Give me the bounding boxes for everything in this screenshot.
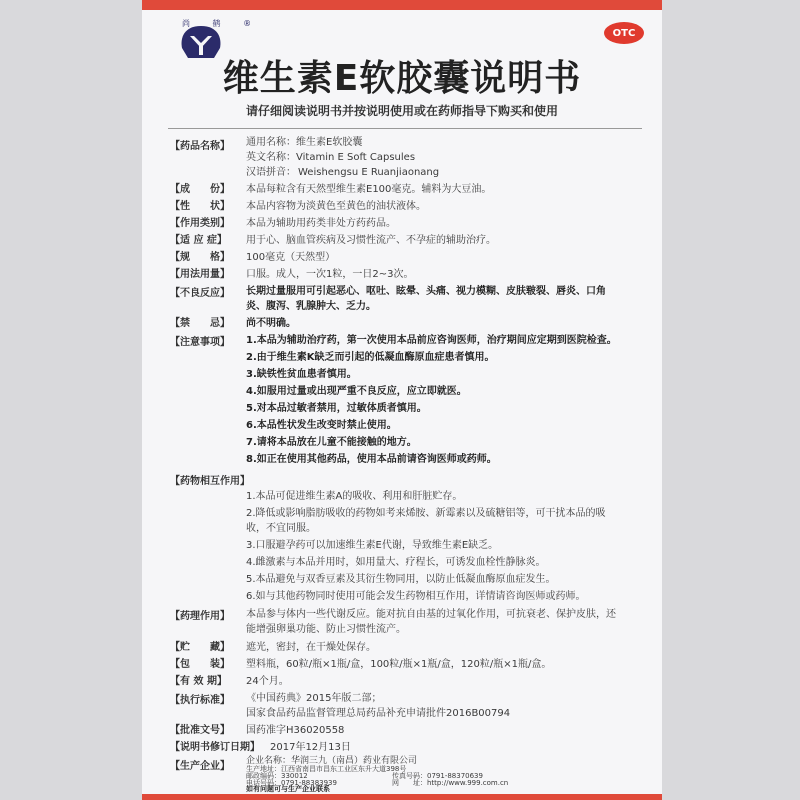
section-label-manufacturer: 【生产企业】 (170, 761, 230, 772)
otc-badge: OTC (604, 22, 644, 44)
pharmacology-line-2: 能增强卵巢功能、防止习惯性流产。 (246, 624, 406, 635)
interaction-line: 4.雌激素与本品并用时，如用量大、疗程长，可诱发血栓性静脉炎。 (246, 557, 546, 568)
section-label-name: 【药品名称】 (170, 141, 230, 152)
precaution-item: 1.本品为辅助治疗药，第一次使用本品前应咨询医师，治疗期间应定期到医院检查。 (246, 335, 617, 346)
brand-logo-text: 尚 鹤 ® (182, 19, 262, 28)
pharmacology-line-1: 本品参与体内一些代谢反应。能对抗自由基的过氧化作用，可抗衰老、保护皮肤，还 (246, 609, 616, 620)
section-label-standard: 【执行标准】 (170, 695, 230, 706)
precaution-item: 6.本品性状发生改变时禁止使用。 (246, 420, 397, 431)
section-label: 【规 格】 (170, 252, 230, 263)
precaution-item: 5.对本品过敏者禁用，过敏体质者慎用。 (246, 403, 427, 414)
common-name: 通用名称：维生素E软胶囊 (246, 137, 363, 148)
section-text: 本品内容物为淡黄色至黄色的油状液体。 (246, 201, 426, 212)
document-title: 维生素E软胶囊说明书 (222, 58, 582, 99)
section-text: 遮光，密封，在干燥处保存。 (246, 642, 376, 653)
section-validity (170, 674, 289, 689)
section-revision (170, 740, 351, 755)
interaction-line: 1.本品可促进维生素A的吸收、利用和肝脏贮存。 (246, 491, 463, 502)
section-label: 【作用类别】 (170, 218, 230, 229)
manufacturer-line: 电话号码：0791-88383939 (246, 779, 337, 787)
interaction-line: 5.本品避免与双香豆素及其衍生物同用，以防止低凝血酶原血症发生。 (246, 574, 556, 585)
section-text: 口服。成人，一次1粒，一日2~3次。 (246, 269, 414, 280)
section-storage (170, 640, 376, 655)
manufacturer-line: 生产地址：江西省南昌市昌东工业区东升大道398号 (246, 765, 407, 773)
section-label: 【禁 忌】 (170, 318, 230, 329)
precaution-item: 4.如服用过量或出现严重不良反应，应立即就医。 (246, 386, 467, 397)
section-label: 【批准文号】 (170, 725, 230, 736)
section-approval (170, 723, 344, 738)
section-text: 塑料瓶，60粒/瓶×1瓶/盒，100粒/瓶×1瓶/盒，120粒/瓶×1瓶/盒。 (246, 659, 552, 670)
manufacturer-line: 邮政编码：330012 (246, 772, 308, 780)
leaflet-paper (142, 0, 662, 800)
manufacturer-line: 网 址：http://www.999.com.cn (392, 779, 509, 787)
section-properties (170, 199, 426, 214)
english-name: 英文名称：Vitamin E Soft Capsules (246, 152, 416, 163)
section-ingredients (170, 182, 491, 197)
standard-line-2: 国家食品药品监督管理总局药品补充申请批件2016B00794 (246, 708, 511, 719)
section-text: 本品每粒含有天然型维生素E100毫克。辅料为大豆油。 (246, 184, 492, 195)
precaution-item: 8.如正在使用其他药品，使用本品前请咨询医师或药师。 (246, 454, 497, 465)
pinyin-label: 汉语拼音： (246, 167, 296, 178)
section-contra (170, 316, 296, 331)
pinyin-name: Weishengsu E Ruanjiaonang (298, 167, 440, 178)
section-category (170, 216, 396, 231)
section-label: 【有 效 期】 (170, 676, 227, 687)
section-text: 24个月。 (246, 676, 289, 687)
section-spec (170, 250, 335, 265)
precaution-item: 2.由于维生素K缺乏而引起的低凝血酶原血症患者慎用。 (246, 352, 495, 363)
manufacturer-line: 传真号码：0791-88370639 (392, 772, 483, 780)
interaction-line: 收，不宜同服。 (246, 523, 316, 534)
section-label-precautions: 【注意事项】 (170, 337, 230, 348)
precaution-item: 7.请将本品放在儿童不能接触的地方。 (246, 437, 417, 448)
section-text: 用于心、脑血管疾病及习惯性流产、不孕症的辅助治疗。 (246, 235, 496, 246)
manufacturer-line: 企业名称：华润三九（南昌）药业有限公司 (246, 756, 418, 766)
interaction-line: 2.降低或影响脂肪吸收的药物如考来烯胺、新霉素以及硫糖铝等，可干扰本品的吸 (246, 508, 606, 519)
document-subtitle: 请仔细阅读说明书并按说明使用或在药师指导下购买和使用 (245, 104, 558, 118)
section-label: 【用法用量】 (170, 269, 230, 280)
bottom-red-band (142, 794, 662, 800)
section-indications (170, 233, 496, 248)
adverse-line-1: 长期过量服用可引起恶心、呕吐、眩晕、头痛、视力模糊、皮肤皲裂、唇炎、口角 (246, 286, 606, 297)
section-text: 国药准字H36020558 (246, 725, 345, 736)
section-text: 本品为辅助用药类非处方药药品。 (246, 218, 396, 229)
section-label-adverse: 【不良反应】 (170, 288, 230, 299)
section-label: 【贮 藏】 (170, 642, 230, 653)
interaction-line: 6.如与其他药物同时使用可能会发生药物相互作用，详情请咨询医师或药师。 (246, 591, 586, 602)
manufacturer-contact: 如有问题可与生产企业联系 (246, 785, 330, 793)
standard-line-1: 《中国药典》2015年版二部； (246, 693, 382, 704)
section-label: 【性 状】 (170, 201, 230, 212)
header-divider (168, 128, 642, 129)
section-text: 100毫克（天然型） (246, 252, 336, 263)
section-text: 2017年12月13日 (270, 742, 351, 753)
precaution-item: 3.缺铁性贫血患者慎用。 (246, 369, 357, 380)
section-label: 【包 装】 (170, 659, 230, 670)
section-text: 尚不明确。 (246, 318, 296, 329)
section-label-pharmacology: 【药理作用】 (170, 611, 230, 622)
adverse-line-2: 炎、腹泻、乳腺肿大、乏力。 (246, 301, 376, 312)
top-red-band (142, 0, 662, 10)
section-label-interactions: 【药物相互作用】 (170, 476, 250, 487)
section-label: 【适 应 症】 (170, 235, 227, 246)
section-dosage (170, 267, 413, 282)
section-label: 【成 份】 (170, 184, 230, 195)
section-package (170, 657, 551, 672)
interaction-line: 3.口服避孕药可以加速维生素E代谢，导致维生素E缺乏。 (246, 540, 499, 551)
section-label: 【说明书修订日期】 (170, 742, 260, 753)
